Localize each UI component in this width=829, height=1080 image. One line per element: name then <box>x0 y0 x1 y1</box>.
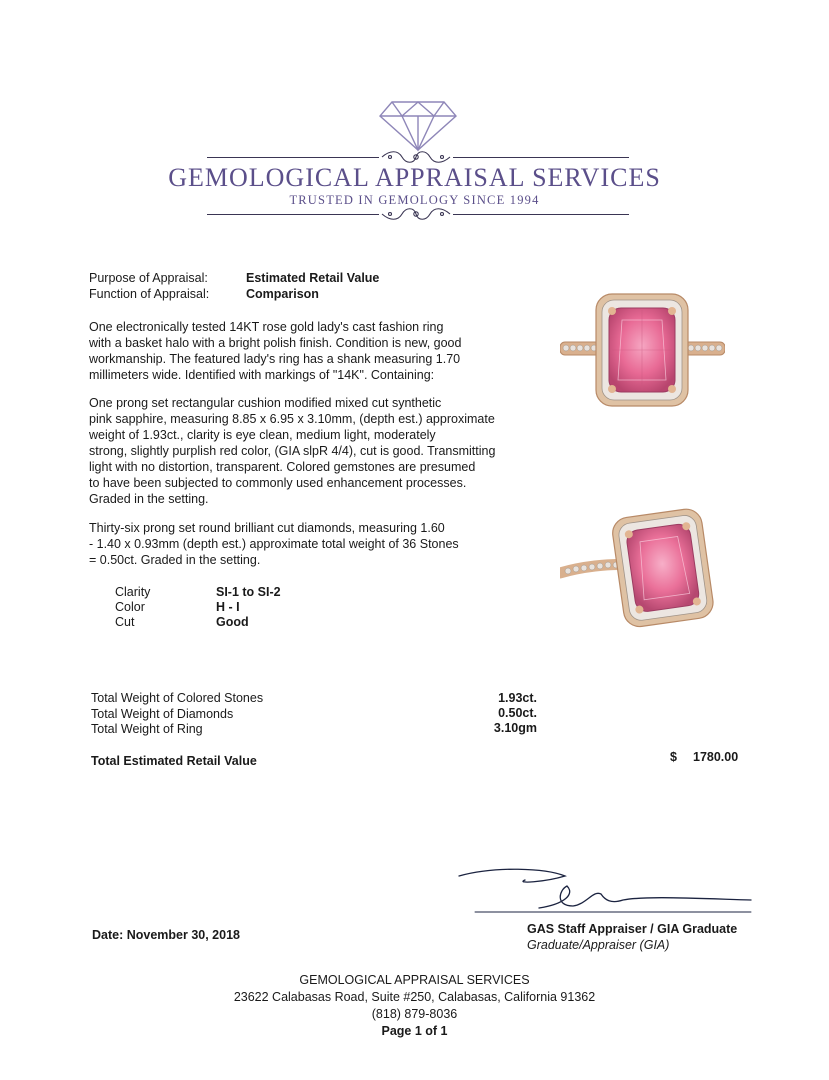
appraiser-title: GAS Staff Appraiser / GIA Graduate <box>527 922 738 936</box>
text-line: = 0.50ct. Graded in the setting. <box>89 553 261 567</box>
grading-value: SI-1 to SI-2 <box>216 585 281 599</box>
text-line: with a basket halo with a bright polish finish. Condition is new, good <box>89 336 462 350</box>
footer <box>0 972 829 1040</box>
text-line: One electronically tested 14KT rose gold lady's cast fashion ring <box>89 320 444 334</box>
sapphire-description <box>89 395 544 507</box>
text-line: strong, slightly purplish red color, (GIA slpR 4/4), cut is good. Transmitting <box>89 444 496 458</box>
grading-value: Good <box>216 615 249 629</box>
appraiser-subtitle: Graduate/Appraiser (GIA) <box>527 938 670 952</box>
text-line: One prong set rectangular cushion modified mixed cut synthetic <box>89 396 442 410</box>
header-rule <box>453 157 629 158</box>
footer-phone: (818) 879-8036 <box>371 1007 458 1021</box>
page-number: Page 1 of 1 <box>381 1024 448 1038</box>
text-line: millimeters wide. Identified with markings of "14K". Containing: <box>89 368 435 382</box>
currency-symbol: $ <box>670 750 677 764</box>
text-line: Thirty-six prong set round brilliant cut diamonds, measuring 1.60 <box>89 521 445 535</box>
appraisal-date: Date: November 30, 2018 <box>92 928 240 942</box>
purpose-label: Purpose of Appraisal: <box>89 271 208 285</box>
header-rule <box>207 214 379 215</box>
ring-photo-top-view <box>560 288 725 413</box>
function-label: Function of Appraisal: <box>89 287 210 301</box>
text-line: to have been subjected to commonly used enhancement processes. <box>89 476 467 490</box>
grading-label: Clarity <box>115 585 151 599</box>
text-line: - 1.40 x 0.93mm (depth est.) approximate total weight of 36 Stones <box>89 537 459 551</box>
total-value: 0.50ct. <box>498 706 537 720</box>
total-label: Total Weight of Ring <box>91 722 203 736</box>
purpose-value: Estimated Retail Value <box>246 271 380 285</box>
function-value: Comparison <box>246 287 319 301</box>
diamond-description <box>89 520 544 568</box>
footer-company: GEMOLOGICAL APPRAISAL SERVICES <box>299 973 530 987</box>
ring-photo-angled-view <box>560 505 725 630</box>
total-value: 3.10gm <box>493 721 537 735</box>
company-tagline: TRUSTED IN GEMOLOGY SINCE 1994 <box>289 193 540 207</box>
grading-label: Color <box>115 600 145 614</box>
text-line: weight of 1.93ct., clarity is eye clean, medium light, moderately <box>89 428 436 442</box>
text-line: Graded in the setting. <box>89 492 209 506</box>
total-value: 1.93ct. <box>498 691 537 705</box>
text-line: pink sapphire, measuring 8.85 x 6.95 x 3.10mm, (depth est.) approximate <box>89 412 495 426</box>
scroll-ornament-icon <box>380 205 452 223</box>
text-line: light with no distortion, transparent. Colored gemstones are presumed <box>89 460 476 474</box>
diamond-icon <box>378 92 458 152</box>
header-rule <box>207 157 379 158</box>
grading-label: Cut <box>115 615 135 629</box>
total-label: Total Weight of Colored Stones <box>91 691 264 705</box>
footer-address: 23622 Calabasas Road, Suite #250, Calabasas, California 91362 <box>233 990 596 1004</box>
grading-value: H - I <box>216 600 240 614</box>
signature <box>455 860 755 920</box>
company-title: GEMOLOGICAL APPRAISAL SERVICES <box>168 163 661 192</box>
text-line: workmanship. The featured lady's ring has a shank measuring 1.70 <box>89 352 461 366</box>
retail-value-label: Total Estimated Retail Value <box>91 754 257 768</box>
retail-value-amount: 1780.00 <box>693 750 739 764</box>
header-rule <box>453 214 629 215</box>
total-label: Total Weight of Diamonds <box>91 707 234 721</box>
ring-description <box>89 319 544 383</box>
